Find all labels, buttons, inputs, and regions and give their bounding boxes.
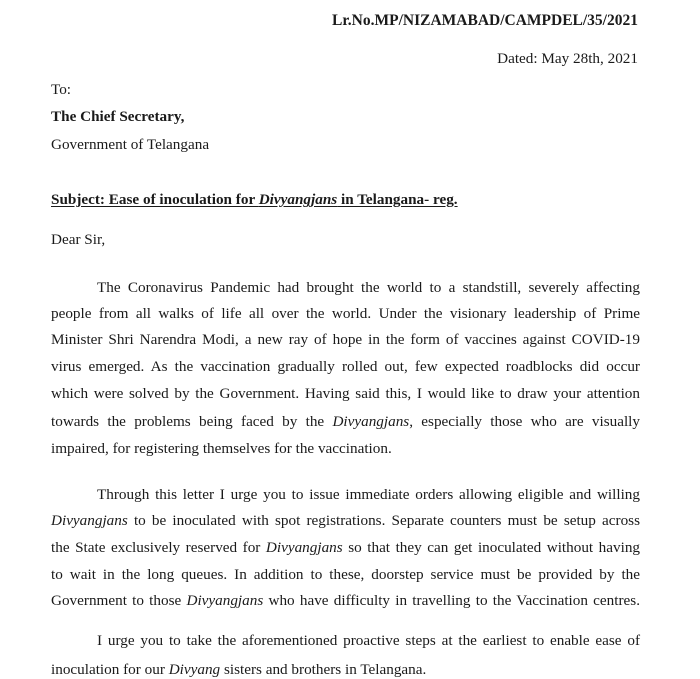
p2-line-5-italic: Divyangjans bbox=[186, 592, 264, 609]
p1-line-6-italic: Divyangjans bbox=[332, 413, 410, 430]
p3-line-2-text: inoculation for our bbox=[51, 661, 169, 678]
paragraph-2-line-1: Through this letter I urge you to issue immediate orders allowing eligible and willing bbox=[97, 486, 640, 503]
recipient-title: The Chief Secretary, bbox=[51, 108, 185, 125]
salutation: Dear Sir, bbox=[51, 231, 106, 248]
subject-line bbox=[51, 191, 458, 209]
paragraph-3-line-1: I urge you to take the aforementioned proactive steps at the earliest to enable ease of bbox=[97, 632, 640, 649]
subject-text: Ease of inoculation for bbox=[105, 191, 259, 208]
paragraph-2-line-2 bbox=[51, 512, 640, 530]
paragraph-1-line-6 bbox=[51, 413, 640, 431]
p3-line-2-italic: Divyang bbox=[168, 661, 221, 678]
paragraph-1-line-3: Minister Shri Narendra Modi, a new ray of hope in the form of vaccines against COVID-19 bbox=[51, 331, 640, 348]
paragraph-3-line-2 bbox=[51, 661, 426, 679]
paragraph-1-line-7: impaired, for registering themselves for the vaccination. bbox=[51, 440, 392, 457]
p2-line-2-text: to be inoculated with spot registrations. Separate counters must be setup across bbox=[127, 512, 640, 529]
paragraph-2-line-5 bbox=[51, 592, 640, 610]
p3-line-2-text-end: sisters and brothers in Telangana. bbox=[220, 661, 427, 678]
to-label: To: bbox=[51, 81, 72, 98]
subject-label: Subject: bbox=[51, 191, 105, 208]
p2-line-2-italic: Divyangjans bbox=[51, 512, 128, 529]
p2-line-3-text: the State exclusively reserved for bbox=[51, 539, 266, 556]
letter-date: Dated: May 28th, 2021 bbox=[497, 50, 638, 67]
paragraph-1-line-5: which were solved by the Government. Having said this, I would like to draw your attention bbox=[51, 385, 640, 402]
p1-line-6-text: towards the problems being faced by the bbox=[51, 413, 333, 430]
p2-line-3-italic: Divyangjans bbox=[265, 539, 343, 556]
paragraph-2-line-4: to wait in the long queues. In addition to these, doorstep service must be provided by the bbox=[51, 566, 640, 583]
p2-line-5-text: Government to those bbox=[51, 592, 187, 609]
paragraph-2-line-3 bbox=[51, 539, 640, 557]
recipient-office: Government of Telangana bbox=[51, 136, 210, 153]
subject-text-italic: Divyangjans bbox=[258, 191, 338, 208]
paragraph-1-line-1: The Coronavirus Pandemic had brought the world to a standstill, severely affecting bbox=[97, 279, 640, 296]
paragraph-1-line-4: virus emerged. As the vaccination gradually rolled out, few expected roadblocks did occur bbox=[51, 358, 640, 375]
letter-reference-number: Lr.No.MP/NIZAMABAD/CAMPDEL/35/2021 bbox=[332, 12, 638, 29]
paragraph-1-line-2: people from all walks of life all over the world. Under the visionary leadership of Prime bbox=[51, 305, 640, 322]
p1-line-6-text-end: , especially those who are visually bbox=[409, 413, 640, 430]
subject-text-end: in Telangana- reg. bbox=[337, 191, 458, 208]
p2-line-5-text-end: who have difficulty in travelling to the Vaccination centres. bbox=[263, 592, 640, 609]
p2-line-3-text-end: so that they can get inoculated without having bbox=[342, 539, 641, 556]
